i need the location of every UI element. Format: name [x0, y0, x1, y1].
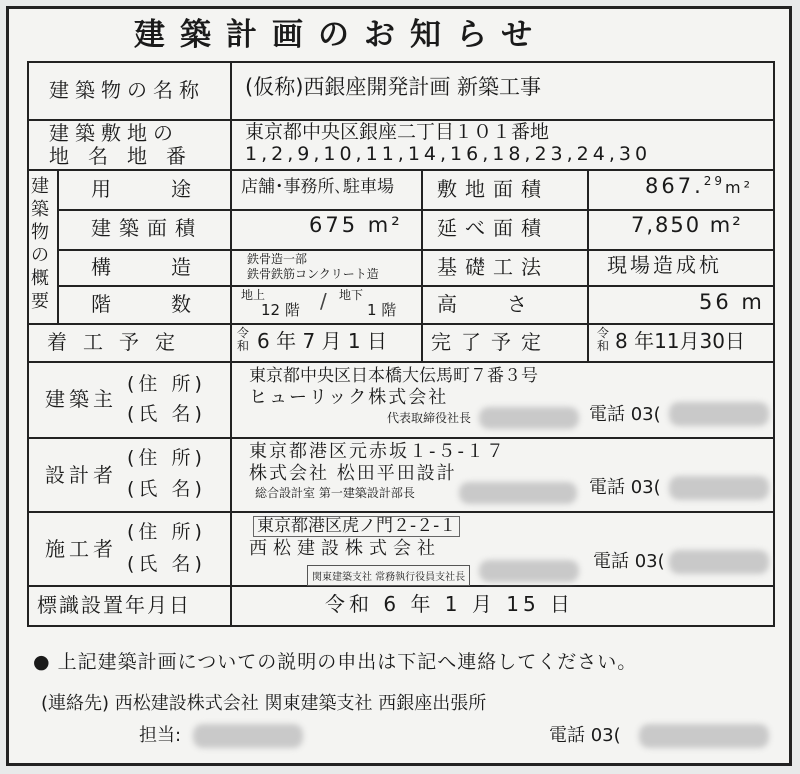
owner-address-label: (住 所) [127, 373, 206, 395]
contact-phone-redacted [639, 724, 769, 748]
owner-label: 建築主 [45, 387, 117, 411]
owner-title: 代表取締役社長 [387, 411, 472, 425]
overview-side-label: 建 築 物 の 概 要 [31, 176, 49, 312]
owner-company: ヒューリック株式会社 [249, 387, 449, 408]
contact-phone: 電話 03( [549, 725, 621, 746]
designer-phone: 電話 03( [589, 477, 661, 498]
floors-below-value: 1 階 [367, 301, 397, 319]
owner-address: 東京都中央区日本橋大伝馬町７番３号 [249, 366, 538, 386]
owner-name-redacted [479, 407, 579, 429]
building-name-label: 建築物の名称 [49, 78, 205, 102]
use-value: 店舗･事務所､駐車場 [241, 177, 394, 197]
floor-area-label: 延べ面積 [437, 216, 549, 240]
designer-address-label: (住 所) [127, 447, 206, 469]
start-date: 6 年 7 月 1 日 [257, 329, 387, 353]
start-label: 着工予定 [47, 330, 191, 354]
owner-phone: 電話 03( [589, 404, 661, 425]
floors-below-label: 地下 [339, 288, 364, 302]
contact-line: (連絡先) 西松建設株式会社 関東建築支社 西銀座出張所 [41, 693, 487, 714]
building-name-value: (仮称)西銀座開発計画 新築工事 [245, 75, 542, 99]
end-label: 完了予定 [431, 330, 551, 354]
constructor-address-label: (住 所) [127, 521, 206, 543]
end-era: 令 和 [597, 326, 610, 353]
owner-phone-redacted [669, 402, 769, 426]
sign-date-label: 標識設置年月日 [37, 593, 191, 617]
notice-board [6, 6, 792, 766]
building-area-value: 675 m² [309, 213, 403, 237]
end-date: 8 年11月30日 [615, 329, 745, 353]
use-label: 用途 [91, 177, 251, 201]
structure-label: 構造 [91, 255, 251, 279]
structure-value-1: 鉄骨造一部 [247, 252, 308, 266]
constructor-name-label: (氏 名) [127, 553, 206, 575]
start-era: 令 和 [237, 326, 250, 353]
site-area-label: 敷地面積 [437, 177, 549, 201]
floor-area-value: 7,850 m² [631, 213, 743, 237]
site-address: 東京都中央区銀座二丁目１０１番地 [245, 121, 550, 143]
site-label-2: 地名地番 [49, 144, 205, 168]
designer-label: 設計者 [45, 463, 117, 487]
floors-label: 階数 [91, 292, 251, 316]
constructor-company: 西松建設株式会社 [249, 538, 441, 559]
page-title: 建築計画のお知らせ [134, 17, 548, 53]
foundation-label: 基礎工法 [437, 255, 549, 279]
constructor-address: 東京都港区虎ノ門２-２-１ [253, 516, 460, 537]
contact-person-label: 担当: [139, 725, 182, 746]
site-label-1: 建築敷地の [49, 121, 179, 145]
contact-notice: ● 上記建築計画についての説明の申出は下記へ連絡してください。 [33, 651, 638, 673]
constructor-phone-redacted [669, 550, 769, 574]
designer-name-label: (氏 名) [127, 478, 206, 500]
designer-title: 総合設計室 第一建築設計部長 [255, 486, 415, 500]
designer-phone-redacted [669, 476, 769, 500]
constructor-phone: 電話 03( [593, 551, 665, 572]
building-area-label: 建築面積 [91, 216, 203, 240]
structure-value-2: 鉄骨鉄筋コンクリート造 [247, 267, 379, 281]
sign-date-value: 令和 6 年 1 月 15 日 [325, 592, 575, 616]
height-value: 56 m [699, 290, 765, 314]
foundation-value: 現場造成杭 [607, 253, 722, 277]
constructor-label: 施工者 [45, 537, 117, 561]
owner-name-label: (氏 名) [127, 403, 206, 425]
designer-address: 東京都港区元赤坂１-５-１７ [249, 441, 506, 462]
floors-above-value: 12 階 [261, 301, 300, 319]
floors-above-label: 地上 [241, 288, 266, 302]
designer-company: 株式会社 松田平田設計 [249, 463, 457, 484]
floors-divider: / [320, 289, 327, 313]
contact-person-redacted [193, 724, 303, 748]
constructor-name-redacted [479, 560, 579, 582]
height-label: 高さ [437, 292, 577, 316]
site-lot-numbers: 1,2,9,10,11,14,16,18,23,24,30 [245, 143, 652, 165]
designer-name-redacted [459, 482, 577, 504]
constructor-title-stamp: 関東建築支社 常務執行役員支社長 [307, 565, 470, 586]
site-area-value: 867.29m² [645, 174, 754, 198]
